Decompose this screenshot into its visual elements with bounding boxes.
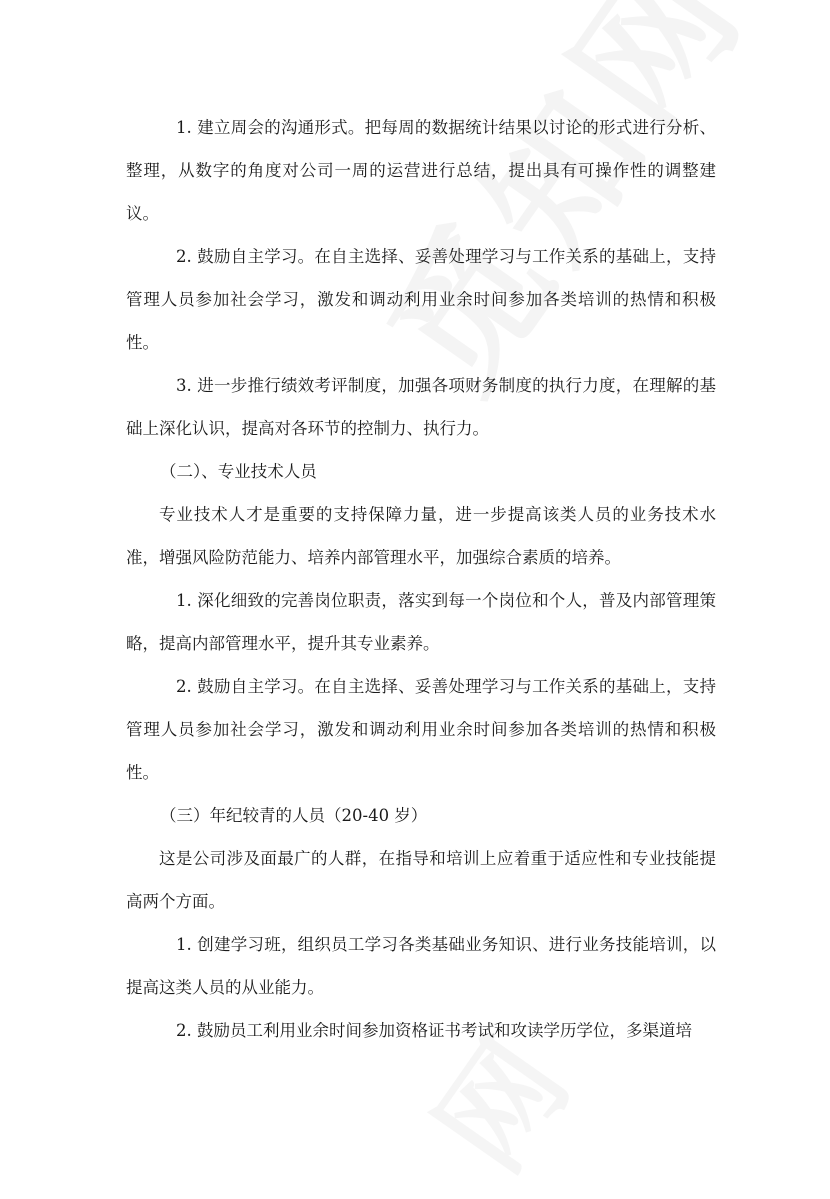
numbered-paragraph: 2. 鼓励员工利用业余时间参加资格证书考试和攻读学历学位，多渠道培 [176, 1021, 692, 1040]
numbered-paragraph: 2. 鼓励自主学习。在自主选择、妥善处理学习与工作关系的基础上，支持管理人员参加社会学习，激发和调动利用业余时间参加各类培训的热情和积极性。 [126, 247, 716, 352]
body-paragraph: 专业技术人才是重要的支持保障力量，进一步提高该类人员的业务技术水准，增强风险防范能力、培养内部管理水平，加强综合素质的培养。 [126, 505, 716, 567]
numbered-paragraph: 1. 建立周会的沟通形式。把每周的数据统计结果以讨论的形式进行分析、整理，从数字的角度对公司一周的运营进行总结，提出具有可操作性的调整建议。 [126, 118, 716, 223]
numbered-paragraph: 1. 创建学习班，组织员工学习各类基础业务知识、进行业务技能培训，以提高这类人员的从业能力。 [126, 935, 716, 997]
section-heading: （三）年纪较青的人员（20-40 岁） [160, 806, 428, 825]
section-heading: （二）、专业技术人员 [160, 462, 317, 481]
document-body [126, 106, 716, 1052]
numbered-paragraph: 1. 深化细致的完善岗位职责，落实到每一个岗位和个人，普及内部管理策略，提高内部管理水平，提升其专业素养。 [126, 591, 716, 653]
body-paragraph: 这是公司涉及面最广的人群，在指导和培训上应着重于适应性和专业技能提高两个方面。 [126, 849, 716, 911]
numbered-paragraph: 3. 进一步推行绩效考评制度，加强各项财务制度的执行力度，在理解的基础上深化认识，提高对各环节的控制力、执行力。 [126, 376, 716, 438]
numbered-paragraph: 2. 鼓励自主学习。在自主选择、妥善处理学习与工作关系的基础上，支持管理人员参加社会学习，激发和调动利用业余时间参加各类培训的热情和积极性。 [126, 677, 716, 782]
